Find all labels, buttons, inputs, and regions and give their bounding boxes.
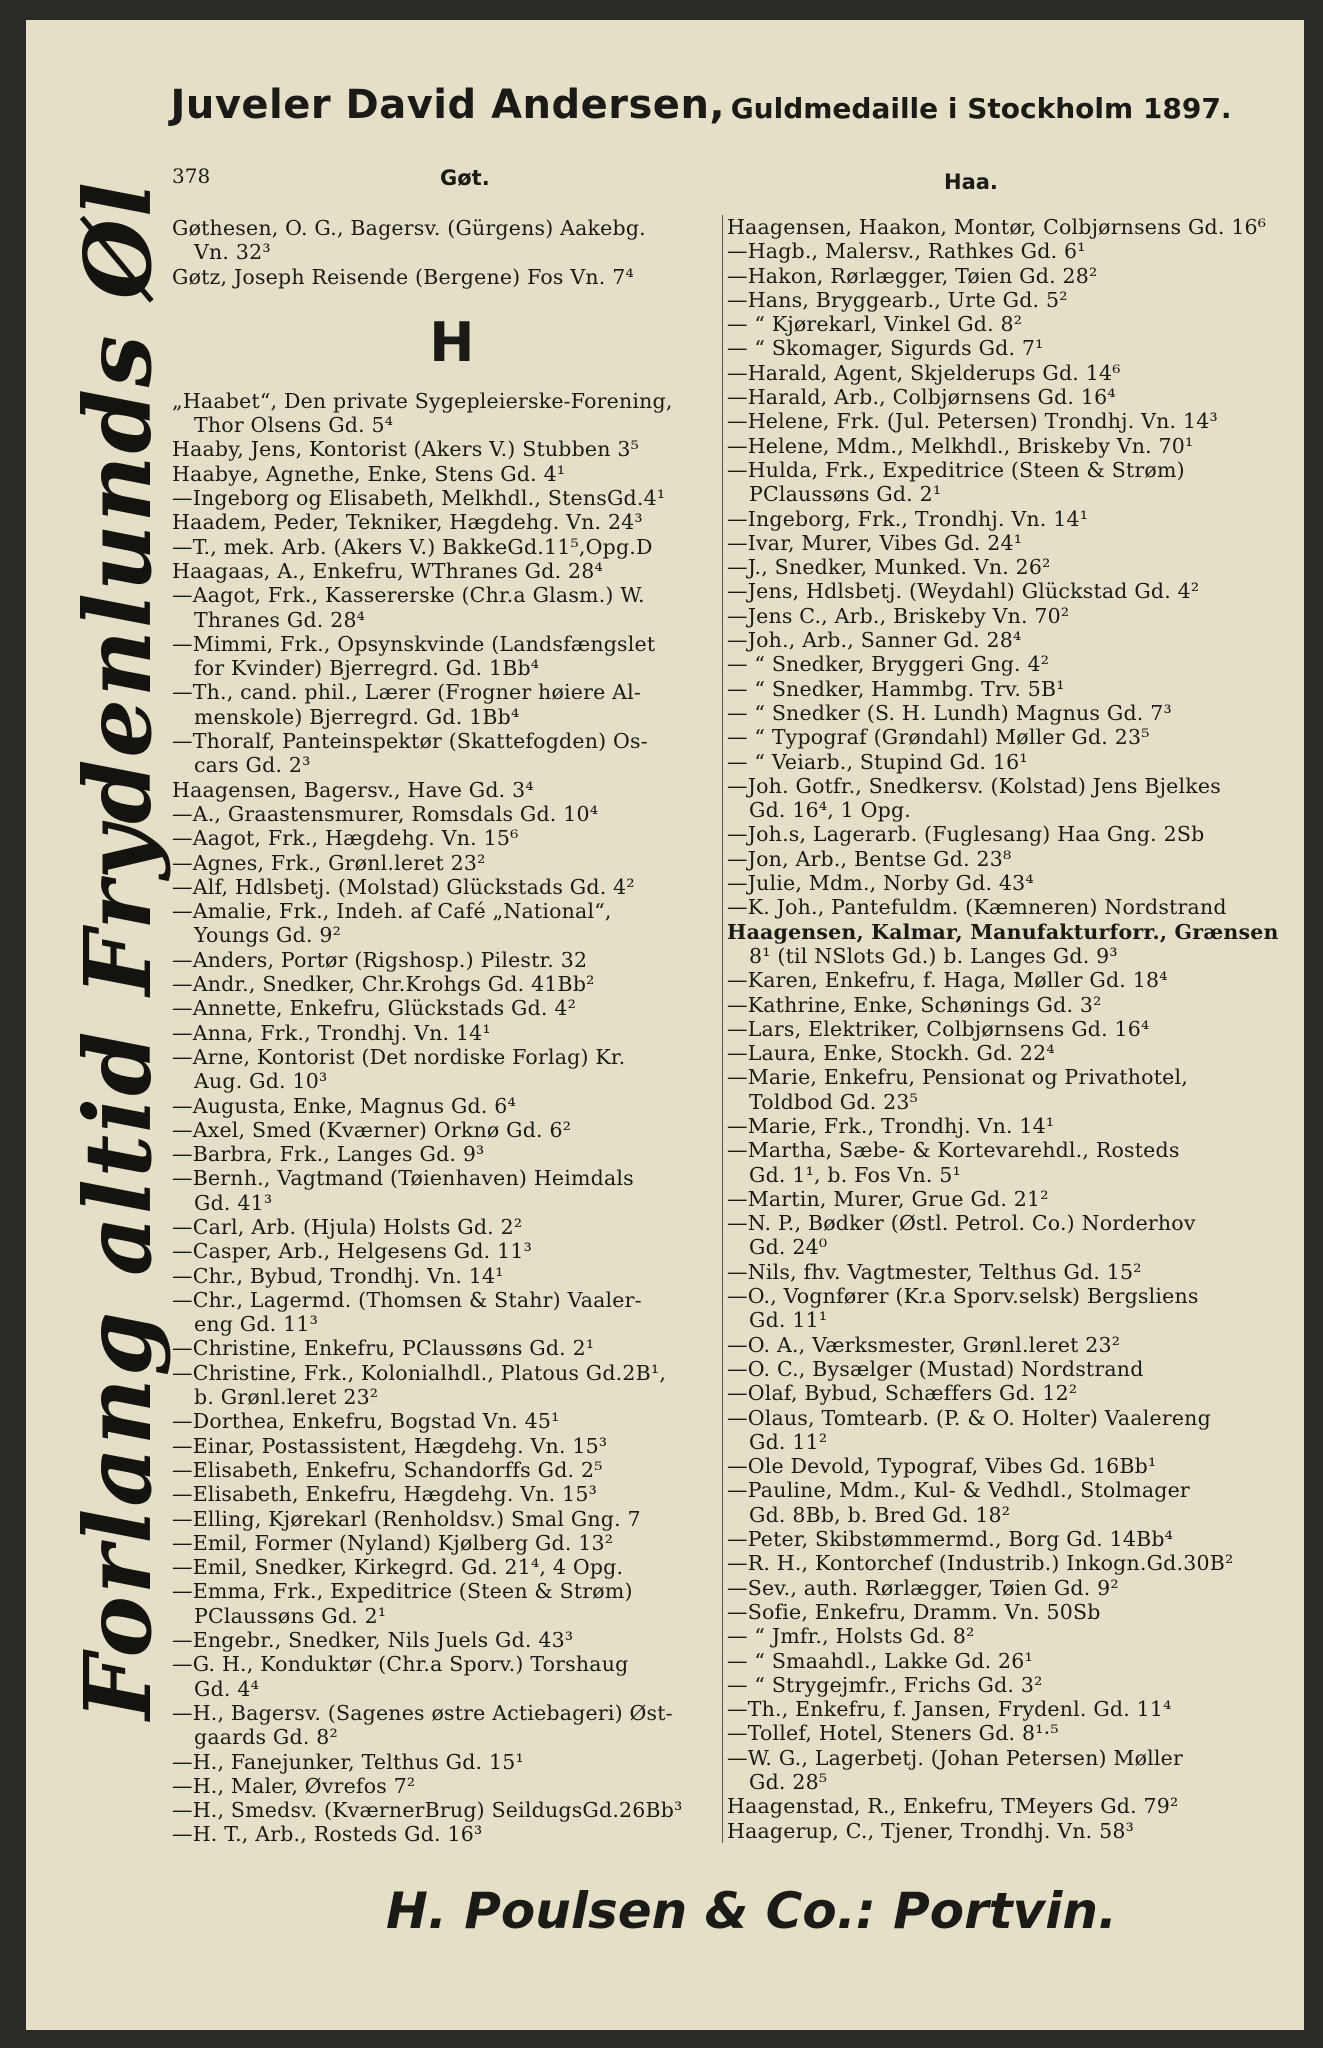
directory-entry-line: Haagerup, C., Tjener, Trondhj. Vn. 58³ <box>727 1818 1134 1843</box>
left-top-entries <box>172 216 732 289</box>
directory-entry-line: Youngs Gd. 9² <box>194 923 342 948</box>
side-ad-text: Forlang altid Frydenlunds Øl <box>64 180 172 1720</box>
directory-entry-line: Gøthesen, O. G., Bagersv. (Gürgens) Aakebg. <box>172 216 646 240</box>
directory-entry-line: —Chr., Lagermd. (Thomsen & Stahr) Vaaler- <box>172 1287 642 1312</box>
directory-entry-line: 8¹ (til NSlots Gd.) b. Langes Gd. 9³ <box>749 943 1118 968</box>
directory-entry-line: —Th., Enkefru, f. Jansen, Frydenl. Gd. 11⁴ <box>727 1697 1172 1722</box>
directory-entry-line: —Karen, Enkefru, f. Haga, Møller Gd. 18⁴ <box>727 968 1168 993</box>
directory-entry-line: Thranes Gd. 28⁴ <box>194 607 366 632</box>
directory-entry-line: —O. A., Værksmester, Grønl.leret 23² <box>727 1332 1121 1357</box>
directory-entry-line: Haabye, Agnethe, Enke, Stens Gd. 4¹ <box>172 461 566 486</box>
directory-entry-line: —Olaf, Bybud, Schæffers Gd. 12² <box>727 1381 1078 1406</box>
directory-entry-line: Gd. 11¹ <box>749 1308 828 1333</box>
directory-entry-line: —H., Smedsv. (KværnerBrug) SeildugsGd.26Bb³ <box>172 1798 683 1823</box>
directory-entry-line: —Barbra, Frk., Langes Gd. 9³ <box>172 1142 485 1167</box>
left-column <box>172 216 732 1847</box>
directory-entry-line: —H. T., Arb., Rosteds Gd. 16³ <box>172 1822 483 1847</box>
directory-entry-line: —Th., cand. phil., Lærer (Frogner høiere Al- <box>172 680 642 705</box>
directory-entry-line: —Jens, Hdlsbetj. (Weydahl) Glückstad Gd. 4² <box>727 579 1200 604</box>
directory-entry-line: —Pauline, Mdm., Kul- & Vedhdl., Stolmager <box>727 1478 1190 1503</box>
directory-entry-line: menskole) Bjerregrd. Gd. 1Bb⁴ <box>194 704 520 729</box>
directory-entry-line: —Einar, Postassistent, Hægdehg. Vn. 15³ <box>172 1433 608 1458</box>
directory-entry-line: —Amalie, Frk., Indeh. af Café „National“, <box>172 899 612 924</box>
directory-entry-line: —O., Vognfører (Kr.a Sporv.selsk) Bergsliens <box>727 1284 1199 1309</box>
directory-entry-line: gaards Gd. 8² <box>194 1725 338 1750</box>
directory-entry-line: Gd. 16⁴, 1 Opg. <box>749 798 911 823</box>
directory-entry-line: —Thoralf, Panteinspektør (Skattefogden) Os- <box>172 729 648 754</box>
directory-entry-line: —Ingeborg og Elisabeth, Melkhdl., StensGd.4¹ <box>172 486 666 511</box>
directory-entry-line: —Ole Devold, Typograf, Vibes Gd. 16Bb¹ <box>727 1454 1157 1479</box>
directory-entry-line: — “ Jmfr., Holsts Gd. 8² <box>727 1624 975 1649</box>
directory-entry-line: — “ Snedker, Hammbg. Trv. 5B¹ <box>727 676 1065 701</box>
directory-entry-line: — “ Typograf (Grøndahl) Møller Gd. 23⁵ <box>727 725 1150 750</box>
directory-entry-line: Haagensen, Haakon, Montør, Colbjørnsens Gd. 16⁶ <box>727 215 1267 239</box>
page-number: 378 <box>172 164 211 188</box>
directory-entry-line: —Carl, Arb. (Hjula) Holsts Gd. 2² <box>172 1214 523 1239</box>
directory-entry-line: —H., Maler, Øvrefos 7² <box>172 1773 416 1798</box>
directory-entry-line: —Christine, Enkefru, PClaussøns Gd. 2¹ <box>172 1336 595 1361</box>
directory-entry-line: —Julie, Mdm., Norby Gd. 43⁴ <box>727 871 1034 896</box>
directory-entry-line: —Ivar, Murer, Vibes Gd. 24¹ <box>727 530 1023 555</box>
directory-entry-line: —Annette, Enkefru, Glückstads Gd. 4² <box>172 996 576 1021</box>
directory-entry-line: —Engebr., Snedker, Nils Juels Gd. 43³ <box>172 1628 574 1653</box>
directory-entry-line: b. Grønl.leret 23² <box>194 1385 379 1410</box>
directory-entry-line: —Andr., Snedker, Chr.Krohgs Gd. 41Bb² <box>172 972 595 997</box>
directory-entry-line: — “ Kjørekarl, Vinkel Gd. 8² <box>727 312 1023 337</box>
directory-entry-line: —Kathrine, Enke, Schønings Gd. 3² <box>727 992 1102 1017</box>
banner-sub: Guldmedaille i Stockholm 1897. <box>730 92 1232 125</box>
directory-entry-line: —Axel, Smed (Kværner) Orknø Gd. 6² <box>172 1117 572 1142</box>
directory-entry-line: —Elisabeth, Enkefru, Hægdehg. Vn. 15³ <box>172 1482 598 1507</box>
right-column <box>722 215 1297 1843</box>
directory-entry-line: —Joh., Arb., Sanner Gd. 28⁴ <box>727 628 1022 653</box>
directory-entry-line: —Emil, Snedker, Kirkegrd. Gd. 21⁴, 4 Opg. <box>172 1555 624 1580</box>
running-head-right: Haa. <box>944 170 998 194</box>
directory-entry-line: —Marie, Enkefru, Pensionat og Privathotel, <box>727 1065 1188 1090</box>
directory-entry-line: —Aagot, Frk., Hægdehg. Vn. 15⁶ <box>172 826 519 851</box>
section-letter: H <box>429 310 475 374</box>
directory-entry-line: —Lars, Elektriker, Colbjørnsens Gd. 16⁴ <box>727 1016 1150 1041</box>
directory-entry-line: Thor Olsens Gd. 5⁴ <box>194 413 394 438</box>
directory-entry-line: —Martin, Murer, Grue Gd. 21² <box>727 1186 1049 1211</box>
directory-entry-line: —G. H., Konduktør (Chr.a Sporv.) Torshaug <box>172 1652 629 1677</box>
directory-entry-line: Haagaas, A., Enkefru, WThranes Gd. 28⁴ <box>172 558 603 583</box>
directory-entry-line: — “ Skomager, Sigurds Gd. 7¹ <box>727 336 1044 361</box>
directory-entry-line: —J., Snedker, Munked. Vn. 26² <box>727 555 1051 580</box>
directory-entry-line: —Chr., Bybud, Trondhj. Vn. 14¹ <box>172 1263 504 1288</box>
directory-entry-line: —Harald, Agent, Skjelderups Gd. 14⁶ <box>727 360 1121 385</box>
directory-entry-line: — “ Smaahdl., Lakke Gd. 26¹ <box>727 1648 1033 1673</box>
directory-entry-line: —N. P., Bødker (Østl. Petrol. Co.) Norderhov <box>727 1211 1196 1236</box>
directory-entry-line: —Agnes, Frk., Grønl.leret 23² <box>172 850 486 875</box>
directory-entry-line: —R. H., Kontorchef (Industrib.) Inkogn.Gd.30B² <box>727 1551 1234 1576</box>
directory-entry-line: —Jens C., Arb., Briskeby Vn. 70² <box>727 603 1070 628</box>
directory-entry-line: —Anders, Portør (Rigshosp.) Pilestr. 32 <box>172 947 588 972</box>
directory-entry-line: „Haabet“, Den private Sygepleierske-Forening, <box>172 388 673 413</box>
directory-entry-line: Haaby, Jens, Kontorist (Akers V.) Stubben 3⁵ <box>172 437 640 462</box>
running-head-left: Gøt. <box>440 166 490 190</box>
right-entries <box>727 215 1297 1843</box>
directory-entry-line: —Jon, Arb., Bentse Gd. 23⁸ <box>727 846 1012 871</box>
directory-entry-line: —Dorthea, Enkefru, Bogstad Vn. 45¹ <box>172 1409 560 1434</box>
directory-entry-line: for Kvinder) Bjerregrd. Gd. 1Bb⁴ <box>194 656 540 681</box>
directory-entry-line: Gd. 8Bb, b. Bred Gd. 18² <box>749 1502 1011 1527</box>
directory-entry-line: — “ Snedker (S. H. Lundh) Magnus Gd. 7³ <box>727 700 1172 725</box>
directory-entry-line: Gd. 1¹, b. Fos Vn. 5¹ <box>749 1162 961 1187</box>
directory-entry-line: —Helene, Mdm., Melkhdl., Briskeby Vn. 70¹ <box>727 433 1194 458</box>
directory-entry-line: — “ Veiarb., Stupind Gd. 16¹ <box>727 749 1028 774</box>
directory-entry-line: Gd. 28⁵ <box>749 1770 828 1794</box>
directory-entry-line: Gd. 11² <box>749 1429 828 1454</box>
banner-main: Juveler David Andersen, <box>170 82 726 128</box>
directory-entry-line: eng Gd. 11³ <box>194 1312 319 1337</box>
directory-entry-line: —Bernh., Vagtmand (Tøienhaven) Heimdals <box>172 1166 634 1191</box>
directory-entry-line: —Ingeborg, Frk., Trondhj. Vn. 14¹ <box>727 506 1089 531</box>
directory-entry-line: —Aagot, Frk., Kassererske (Chr.a Glasm.) W. <box>172 583 645 608</box>
directory-entry-line: —Emil, Former (Nyland) Kjølberg Gd. 13² <box>172 1530 614 1555</box>
directory-entry-line: —Nils, fhv. Vagtmester, Telthus Gd. 15² <box>727 1259 1142 1284</box>
directory-entry-line: —Martha, Sæbe- & Kortevarehdl., Rosteds <box>727 1138 1180 1163</box>
directory-entry-line: —Olaus, Tomtearb. (P. & O. Holter) Vaalereng <box>727 1405 1211 1430</box>
directory-entry-line: —Anna, Frk., Trondhj. Vn. 14¹ <box>172 1020 491 1045</box>
directory-entry-line: —Augusta, Enke, Magnus Gd. 6⁴ <box>172 1093 516 1118</box>
directory-entry-line: cars Gd. 2³ <box>194 753 311 778</box>
directory-entry-line: —Casper, Arb., Helgesens Gd. 11³ <box>172 1239 532 1264</box>
directory-entry-line: —Sev., auth. Rørlægger, Tøien Gd. 9² <box>727 1575 1119 1600</box>
directory-entry-line: —K. Joh., Pantefuldm. (Kæmneren) Nordstrand <box>727 895 1227 920</box>
directory-entry-line: Gd. 4⁴ <box>194 1676 259 1701</box>
top-advertisement <box>156 82 1246 128</box>
directory-entry-line: —A., Graastensmurer, Romsdals Gd. 10⁴ <box>172 801 599 826</box>
directory-entry-line: PClaussøns Gd. 2¹ <box>749 482 942 507</box>
directory-entry-line: Haagensen, Bagersv., Have Gd. 3⁴ <box>172 777 534 802</box>
directory-entry-line: — “ Snedker, Bryggeri Gng. 4² <box>727 652 1050 677</box>
directory-entry-line: Gd. 41³ <box>194 1190 273 1215</box>
directory-entry-line: —O. C., Bysælger (Mustad) Nordstrand <box>727 1356 1144 1381</box>
directory-entry-line: —Joh.s, Lagerarb. (Fuglesang) Haa Gng. 2Sb <box>727 822 1205 847</box>
directory-entry-line: —Hulda, Frk., Expeditrice (Steen & Strøm) <box>727 457 1185 482</box>
directory-entry-line: —Harald, Arb., Colbjørnsens Gd. 16⁴ <box>727 385 1116 410</box>
directory-entry-line: —Hans, Bryggearb., Urte Gd. 5² <box>727 287 1068 312</box>
directory-entry-line: —Helene, Frk. (Jul. Petersen) Trondhj. Vn. 14³ <box>727 409 1218 434</box>
directory-entry-line: PClaussøns Gd. 2¹ <box>194 1603 387 1628</box>
directory-entry-line: Vn. 32³ <box>194 240 271 265</box>
directory-entry-line: Aug. Gd. 10³ <box>194 1069 328 1094</box>
directory-entry-line: —T., mek. Arb. (Akers V.) BakkeGd.11⁵,Opg.D <box>172 534 653 559</box>
directory-entry-line: Toldbod Gd. 23⁵ <box>749 1089 919 1114</box>
directory-entry-line: Haadem, Peder, Tekniker, Hægdehg. Vn. 24³ <box>172 510 643 535</box>
directory-entry-line: —Sofie, Enkefru, Dramm. Vn. 50Sb <box>727 1599 1101 1624</box>
directory-entry-line: —Marie, Frk., Trondhj. Vn. 14¹ <box>727 1113 1055 1138</box>
directory-entry-line: — “ Strygejmfr., Frichs Gd. 3² <box>727 1672 1043 1697</box>
directory-entry-line: —Hagb., Malersv., Rathkes Gd. 6¹ <box>727 239 1086 264</box>
directory-entry-line: Gøtz, Joseph Reisende (Bergene) Fos Vn. 7⁴ <box>172 264 634 289</box>
directory-entry-line: —Arne, Kontorist (Det nordiske Forlag) Kr. <box>172 1044 626 1069</box>
directory-entry-line: —Mimmi, Frk., Opsynskvinde (Landsfængslet <box>172 631 656 656</box>
directory-entry-line: Gd. 24⁰ <box>749 1235 828 1260</box>
directory-entry-line: —Laura, Enke, Stockh. Gd. 22⁴ <box>727 1041 1055 1066</box>
directory-page <box>26 20 1304 2030</box>
directory-entry-line: —Tollef, Hotel, Steners Gd. 8¹·⁵ <box>727 1721 1059 1746</box>
directory-entry-line: —Alf, Hdlsbetj. (Molstad) Glückstads Gd. 4² <box>172 874 635 899</box>
bottom-advertisement: H. Poulsen & Co.: Portvin. <box>386 1882 1117 1940</box>
directory-entry-line: Haagensen, Kalmar, Manufakturforr., Grænsen <box>727 919 1279 944</box>
directory-entry-line: —Peter, Skibstømmermd., Borg Gd. 14Bb⁴ <box>727 1527 1174 1552</box>
directory-entry-line: —Emma, Frk., Expeditrice (Steen & Strøm) <box>172 1579 633 1604</box>
directory-entry-line: —W. G., Lagerbetj. (Johan Petersen) Møller <box>727 1745 1184 1770</box>
directory-entry-line: —H., Bagersv. (Sagenes østre Actiebageri) Øst- <box>172 1700 673 1725</box>
directory-entry-line: —H., Fanejunker, Telthus Gd. 15¹ <box>172 1749 524 1774</box>
directory-entry-line: —Hakon, Rørlægger, Tøien Gd. 28² <box>727 263 1098 288</box>
directory-entry-line: —Christine, Frk., Kolonialhdl., Platous Gd.2B¹, <box>172 1360 667 1385</box>
directory-entry-line: —Joh. Gotfr., Snedkersv. (Kolstad) Jens Bjelkes <box>727 773 1221 798</box>
left-entries <box>172 389 732 1847</box>
directory-entry-line: —Elisabeth, Enkefru, Schandorffs Gd. 2⁵ <box>172 1457 603 1482</box>
directory-entry-line: Haagenstad, R., Enkefru, TMeyers Gd. 79² <box>727 1794 1179 1819</box>
directory-entry-line: —Elling, Kjørekarl (Renholdsv.) Smal Gng. 7 <box>172 1506 641 1531</box>
